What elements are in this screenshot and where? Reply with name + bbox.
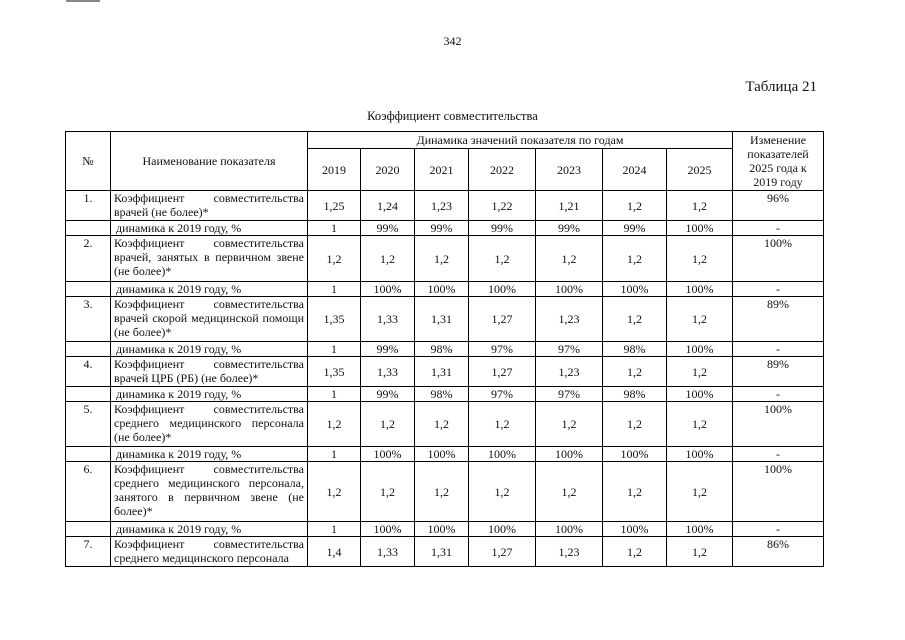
value-cell: 1,2 (603, 236, 667, 282)
value-cell: 1,2 (603, 357, 667, 387)
value-cell: 1,2 (415, 462, 469, 522)
dynamics-cell: 100% (361, 447, 415, 462)
dynamics-row (66, 522, 824, 537)
change-cell: 100% (733, 236, 824, 282)
row-number: 4. (66, 357, 111, 387)
dynamics-cell: 1 (308, 342, 361, 357)
dynamics-cell: 99% (361, 342, 415, 357)
dynamics-row (66, 447, 824, 462)
dynamics-cell: 99% (361, 387, 415, 402)
header-year: 2024 (603, 149, 667, 191)
dynamics-label: динамика к 2019 году, % (111, 387, 308, 402)
value-cell: 1,33 (361, 357, 415, 387)
dynamics-cell: 100% (667, 282, 733, 297)
dynamics-cell: 100% (667, 221, 733, 236)
dynamics-cell: 1 (308, 282, 361, 297)
dynamics-cell: 100% (536, 447, 603, 462)
dynamics-cell: 100% (603, 522, 667, 537)
value-cell: 1,2 (361, 462, 415, 522)
dynamics-cell: 1 (308, 447, 361, 462)
dynamics-cell: 98% (603, 342, 667, 357)
value-cell: 1,2 (667, 537, 733, 567)
dynamics-cell: 99% (361, 221, 415, 236)
indicator-row (66, 297, 824, 342)
dynamics-cell: 1 (308, 221, 361, 236)
dynamics-change-cell: - (733, 447, 824, 462)
row-number: 2. (66, 236, 111, 282)
value-cell: 1,2 (536, 462, 603, 522)
value-cell: 1,2 (603, 191, 667, 221)
row-number: 7. (66, 537, 111, 567)
dynamics-cell: 100% (415, 282, 469, 297)
dynamics-change-cell: - (733, 221, 824, 236)
header-year: 2022 (469, 149, 536, 191)
value-cell: 1,35 (308, 357, 361, 387)
value-cell: 1,2 (667, 357, 733, 387)
dynamics-cell: 99% (415, 221, 469, 236)
empty-cell (66, 387, 111, 402)
value-cell: 1,2 (603, 297, 667, 342)
value-cell: 1,2 (415, 402, 469, 447)
value-cell: 1,23 (536, 357, 603, 387)
indicator-row (66, 357, 824, 387)
value-cell: 1,2 (603, 462, 667, 522)
value-cell: 1,2 (667, 462, 733, 522)
value-cell: 1,2 (361, 236, 415, 282)
dynamics-cell: 100% (536, 282, 603, 297)
dynamics-change-cell: - (733, 282, 824, 297)
dynamics-cell: 97% (536, 342, 603, 357)
dynamics-cell: 1 (308, 522, 361, 537)
indicator-row (66, 462, 824, 522)
value-cell: 1,27 (469, 297, 536, 342)
value-cell: 1,2 (469, 236, 536, 282)
value-cell: 1,33 (361, 297, 415, 342)
table-title: Коэффициент совместительства (367, 109, 538, 123)
value-cell: 1,27 (469, 357, 536, 387)
header-name: Наименование показателя (111, 132, 308, 191)
value-cell: 1,2 (308, 236, 361, 282)
empty-cell (66, 282, 111, 297)
header-num: № (66, 132, 111, 191)
change-cell: 100% (733, 402, 824, 447)
value-cell: 1,31 (415, 537, 469, 567)
value-cell: 1,33 (361, 537, 415, 567)
empty-cell (66, 447, 111, 462)
dynamics-label: динамика к 2019 году, % (111, 522, 308, 537)
value-cell: 1,23 (536, 537, 603, 567)
value-cell: 1,23 (536, 297, 603, 342)
value-cell: 1,31 (415, 297, 469, 342)
value-cell: 1,2 (308, 402, 361, 447)
page-number: 342 (443, 34, 462, 48)
dynamics-cell: 97% (469, 342, 536, 357)
dynamics-label: динамика к 2019 году, % (111, 342, 308, 357)
indicator-row (66, 191, 824, 221)
dynamics-label: динамика к 2019 году, % (111, 447, 308, 462)
value-cell: 1,2 (415, 236, 469, 282)
dynamics-cell: 100% (415, 522, 469, 537)
dynamics-cell: 100% (536, 522, 603, 537)
value-cell: 1,2 (361, 402, 415, 447)
value-cell: 1,35 (308, 297, 361, 342)
value-cell: 1,2 (667, 402, 733, 447)
indicator-name: Коэффициент совместительства среднего медицинского персонала (не более)* (111, 402, 308, 447)
table-body (66, 191, 824, 567)
dynamics-cell: 99% (603, 221, 667, 236)
dynamics-cell: 100% (667, 342, 733, 357)
dynamics-cell: 98% (415, 342, 469, 357)
dynamics-row (66, 282, 824, 297)
dynamics-cell: 99% (469, 221, 536, 236)
dynamics-cell: 100% (469, 282, 536, 297)
dynamics-cell: 100% (603, 447, 667, 462)
dynamics-cell: 98% (603, 387, 667, 402)
dynamics-cell: 100% (469, 447, 536, 462)
dynamics-cell: 100% (415, 447, 469, 462)
indicator-row (66, 537, 824, 567)
dynamics-row (66, 387, 824, 402)
value-cell: 1,4 (308, 537, 361, 567)
change-cell: 100% (733, 462, 824, 522)
change-cell: 86% (733, 537, 824, 567)
page-edge-mark (66, 0, 100, 2)
dynamics-cell: 100% (361, 282, 415, 297)
dynamics-cell: 97% (469, 387, 536, 402)
dynamics-cell: 100% (667, 522, 733, 537)
value-cell: 1,2 (667, 236, 733, 282)
dynamics-cell: 100% (667, 447, 733, 462)
dynamics-cell: 100% (469, 522, 536, 537)
header-change: Изменение показателей 2025 года к 2019 году (733, 132, 824, 191)
indicator-name: Коэффициент совместительства врачей скорой медицинской помощи (не более)* (111, 297, 308, 342)
header-year: 2023 (536, 149, 603, 191)
row-number: 1. (66, 191, 111, 221)
dynamics-cell: 1 (308, 387, 361, 402)
dynamics-label: динамика к 2019 году, % (111, 282, 308, 297)
header-year: 2025 (667, 149, 733, 191)
row-number: 3. (66, 297, 111, 342)
dynamics-cell: 100% (667, 387, 733, 402)
dynamics-change-cell: - (733, 387, 824, 402)
dynamics-row (66, 342, 824, 357)
dynamics-change-cell: - (733, 342, 824, 357)
value-cell: 1,27 (469, 537, 536, 567)
change-cell: 96% (733, 191, 824, 221)
indicator-name: Коэффициент совместительства среднего медицинского персонала, занятого в первичном звене (не более)* (111, 462, 308, 522)
header-year: 2020 (361, 149, 415, 191)
value-cell: 1,22 (469, 191, 536, 221)
empty-cell (66, 522, 111, 537)
change-cell: 89% (733, 357, 824, 387)
indicator-row (66, 236, 824, 282)
value-cell: 1,2 (667, 191, 733, 221)
value-cell: 1,2 (536, 236, 603, 282)
dynamics-cell: 100% (603, 282, 667, 297)
table-label: Таблица 21 (745, 79, 817, 95)
value-cell: 1,2 (603, 537, 667, 567)
dynamics-cell: 97% (536, 387, 603, 402)
empty-cell (66, 221, 111, 236)
indicator-name: Коэффициент совместительства врачей, занятых в первичном звене (не более)* (111, 236, 308, 282)
row-number: 5. (66, 402, 111, 447)
value-cell: 1,2 (469, 462, 536, 522)
value-cell: 1,2 (469, 402, 536, 447)
header-dynamics: Динамика значений показателя по годам (308, 132, 733, 149)
indicator-name: Коэффициент совместительства среднего медицинского персонала (111, 537, 308, 567)
value-cell: 1,2 (308, 462, 361, 522)
value-cell: 1,23 (415, 191, 469, 221)
dynamics-cell: 99% (536, 221, 603, 236)
coefficient-table (65, 131, 824, 567)
value-cell: 1,24 (361, 191, 415, 221)
header-year: 2019 (308, 149, 361, 191)
indicator-row (66, 402, 824, 447)
change-cell: 89% (733, 297, 824, 342)
dynamics-cell: 98% (415, 387, 469, 402)
dynamics-cell: 100% (361, 522, 415, 537)
header-year: 2021 (415, 149, 469, 191)
indicator-name: Коэффициент совместительства врачей (не более)* (111, 191, 308, 221)
value-cell: 1,25 (308, 191, 361, 221)
value-cell: 1,21 (536, 191, 603, 221)
indicator-name: Коэффициент совместительства врачей ЦРБ (РБ) (не более)* (111, 357, 308, 387)
value-cell: 1,2 (667, 297, 733, 342)
value-cell: 1,31 (415, 357, 469, 387)
dynamics-change-cell: - (733, 522, 824, 537)
value-cell: 1,2 (603, 402, 667, 447)
empty-cell (66, 342, 111, 357)
value-cell: 1,2 (536, 402, 603, 447)
dynamics-row (66, 221, 824, 236)
row-number: 6. (66, 462, 111, 522)
dynamics-label: динамика к 2019 году, % (111, 221, 308, 236)
